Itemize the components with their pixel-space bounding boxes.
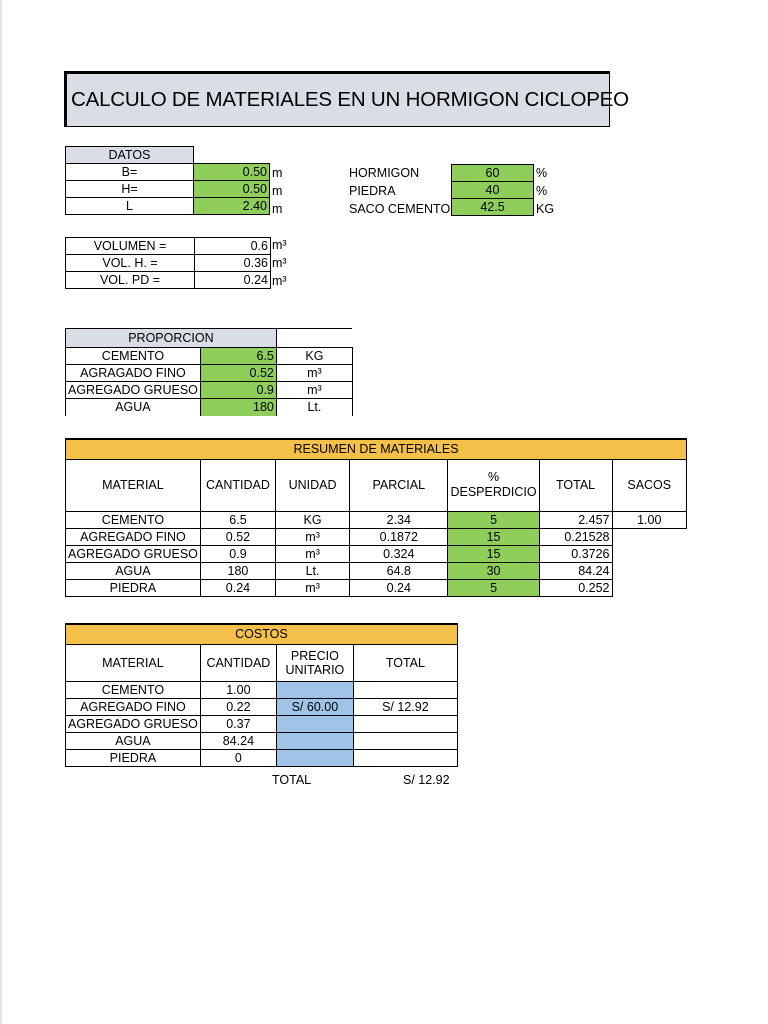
table-row [66, 272, 271, 289]
param-value-piedra[interactable]: 40 [452, 182, 534, 199]
proporcion-label: AGUA [66, 399, 201, 416]
cell-parcial: 0.24 [350, 579, 448, 596]
volumen-label: VOL. H. = [66, 255, 195, 272]
cell-material: AGREGADO GRUESO [66, 715, 201, 732]
resumen-header: RESUMEN DE MATERIALES [66, 439, 687, 459]
page-title: CALCULO DE MATERIALES EN UN HORMIGON CICLOPEO [64, 71, 610, 127]
datos-label: L [66, 198, 194, 215]
table-row [66, 382, 353, 399]
cell-material: AGREGADO GRUESO [66, 545, 201, 562]
proporcion-label: AGREGADO GRUESO [66, 382, 201, 399]
cell-material: AGREGADO FINO [66, 528, 201, 545]
datos-value-l[interactable]: 2.40 [194, 198, 270, 215]
col-parcial: PARCIAL [350, 459, 448, 511]
cell-cantidad: 0 [200, 749, 276, 766]
col-total: TOTAL [353, 644, 457, 681]
table-row [66, 715, 458, 732]
param-label-piedra: PIEDRA [349, 184, 396, 198]
proporcion-value[interactable]: 0.9 [200, 382, 276, 399]
resumen-table [65, 438, 687, 597]
proporcion-table [65, 328, 353, 416]
volumen-label: VOLUMEN = [66, 238, 195, 255]
cell-total: 0.3726 [539, 545, 612, 562]
table-row [66, 545, 687, 562]
table-row [66, 579, 687, 596]
col-unidad: UNIDAD [276, 459, 350, 511]
proporcion-unit: m³ [276, 365, 352, 382]
cell-sacos: 1.00 [612, 511, 687, 528]
cell-sacos [612, 528, 687, 545]
table-row [66, 511, 687, 528]
cell-total [353, 732, 457, 749]
table-row [66, 528, 687, 545]
cell-total: 0.252 [539, 579, 612, 596]
volumen-table [65, 237, 271, 289]
cell-desperdicio[interactable]: 15 [448, 545, 539, 562]
costos-total-label: TOTAL [272, 773, 312, 787]
proporcion-label: CEMENTO [66, 348, 201, 365]
cell-cantidad: 0.37 [200, 715, 276, 732]
cell-sacos [612, 579, 687, 596]
cell-precio[interactable] [276, 715, 353, 732]
cell-parcial: 2.34 [350, 511, 448, 528]
table-row [66, 198, 270, 215]
volumen-value: 0.36 [195, 255, 271, 272]
proporcion-value[interactable]: 6.5 [200, 348, 276, 365]
col-total: TOTAL [539, 459, 612, 511]
param-value-saco[interactable]: 42.5 [452, 199, 534, 216]
cell-precio[interactable] [276, 681, 353, 698]
volumen-unit: m³ [272, 256, 287, 270]
volumen-unit: m³ [272, 274, 287, 288]
cell-precio[interactable]: S/ 60.00 [276, 698, 353, 715]
cell-cantidad: 0.9 [200, 545, 275, 562]
datos-value-b[interactable]: 0.50 [194, 164, 270, 181]
cell-precio[interactable] [276, 749, 353, 766]
col-material: MATERIAL [66, 644, 201, 681]
table-row [66, 255, 271, 272]
table-header-row [66, 459, 687, 511]
col-cantidad: CANTIDAD [200, 459, 275, 511]
costos-header: COSTOS [66, 624, 458, 644]
cell-unidad: KG [276, 511, 350, 528]
proporcion-unit: KG [276, 348, 352, 365]
col-precio-label: PRECIO [290, 648, 339, 663]
cell-desperdicio[interactable]: 15 [448, 528, 539, 545]
table-row [66, 681, 458, 698]
cell-total: 0.21528 [539, 528, 612, 545]
cell-material: PIEDRA [66, 749, 201, 766]
params-table [451, 164, 534, 216]
table-row [66, 399, 353, 416]
table-row [66, 348, 353, 365]
cell-parcial: 0.1872 [350, 528, 448, 545]
proporcion-value[interactable]: 180 [200, 399, 276, 416]
proporcion-header: PROPORCION [66, 329, 277, 348]
datos-label: H= [66, 181, 194, 198]
table-row [66, 181, 270, 198]
cell-parcial: 0.324 [350, 545, 448, 562]
cell-desperdicio[interactable]: 30 [448, 562, 539, 579]
cell-unidad: m³ [276, 528, 350, 545]
table-header-row [66, 644, 458, 681]
col-desperdicio-label: DESPERDICIO [450, 485, 537, 499]
cell-cantidad: 0.22 [200, 698, 276, 715]
cell-desperdicio[interactable]: 5 [448, 579, 539, 596]
cell-material: PIEDRA [66, 579, 201, 596]
cell-cantidad: 6.5 [200, 511, 275, 528]
cell-cantidad: 1.00 [200, 681, 276, 698]
proporcion-value[interactable]: 0.52 [200, 365, 276, 382]
cell-cantidad: 0.52 [200, 528, 275, 545]
datos-unit: m [272, 202, 283, 216]
cell-sacos [612, 562, 687, 579]
table-row [66, 562, 687, 579]
cell-parcial: 64.8 [350, 562, 448, 579]
col-desperdicio-pct: % [487, 470, 500, 484]
cell-cantidad: 84.24 [200, 732, 276, 749]
cell-unidad: m³ [276, 579, 350, 596]
col-cantidad: CANTIDAD [200, 644, 276, 681]
cell-precio[interactable] [276, 732, 353, 749]
param-label-saco: SACO CEMENTO [349, 202, 451, 216]
cell-total [353, 681, 457, 698]
col-precio [276, 644, 353, 681]
cell-unidad: m³ [276, 545, 350, 562]
col-desperdicio [448, 459, 539, 511]
proporcion-unit: m³ [276, 382, 352, 399]
cell-material: CEMENTO [66, 511, 201, 528]
cell-material: CEMENTO [66, 681, 201, 698]
cell-material: AGUA [66, 562, 201, 579]
cell-total [353, 715, 457, 732]
col-sacos: SACOS [612, 459, 687, 511]
datos-value-h[interactable]: 0.50 [194, 181, 270, 198]
cell-cantidad: 0.24 [200, 579, 275, 596]
volumen-value: 0.24 [195, 272, 271, 289]
table-row [66, 238, 271, 255]
param-unit: KG [536, 202, 555, 216]
cell-material: AGREGADO FINO [66, 698, 201, 715]
cell-desperdicio[interactable]: 5 [448, 511, 539, 528]
costos-table [65, 623, 458, 767]
volumen-unit: m³ [272, 238, 287, 252]
page-edge [0, 0, 2, 1024]
cell-total [353, 749, 457, 766]
col-unitario-label: UNITARIO [285, 662, 345, 677]
datos-unit: m [272, 184, 283, 198]
volumen-value: 0.6 [195, 238, 271, 255]
datos-unit: m [272, 166, 283, 180]
cell-total: 84.24 [539, 562, 612, 579]
col-material: MATERIAL [66, 459, 201, 511]
cell-total: S/ 12.92 [353, 698, 457, 715]
costos-total-value: S/ 12.92 [403, 773, 450, 787]
datos-header: DATOS [66, 147, 194, 164]
datos-label: B= [66, 164, 194, 181]
cell-total: 2.457 [539, 511, 612, 528]
param-unit: % [536, 166, 548, 180]
proporcion-label: AGRAGADO FINO [66, 365, 201, 382]
cell-sacos [612, 545, 687, 562]
cell-unidad: Lt. [276, 562, 350, 579]
volumen-label: VOL. PD = [66, 272, 195, 289]
table-row [66, 732, 458, 749]
cell-cantidad: 180 [200, 562, 275, 579]
param-value-hormigon[interactable]: 60 [452, 165, 534, 182]
table-row [66, 164, 270, 181]
cell-material: AGUA [66, 732, 201, 749]
table-row [66, 698, 458, 715]
table-row [66, 365, 353, 382]
proporcion-unit: Lt. [276, 399, 352, 416]
table-row [66, 749, 458, 766]
datos-table [65, 146, 270, 215]
param-label-hormigon: HORMIGON [349, 166, 420, 180]
param-unit: % [536, 184, 548, 198]
